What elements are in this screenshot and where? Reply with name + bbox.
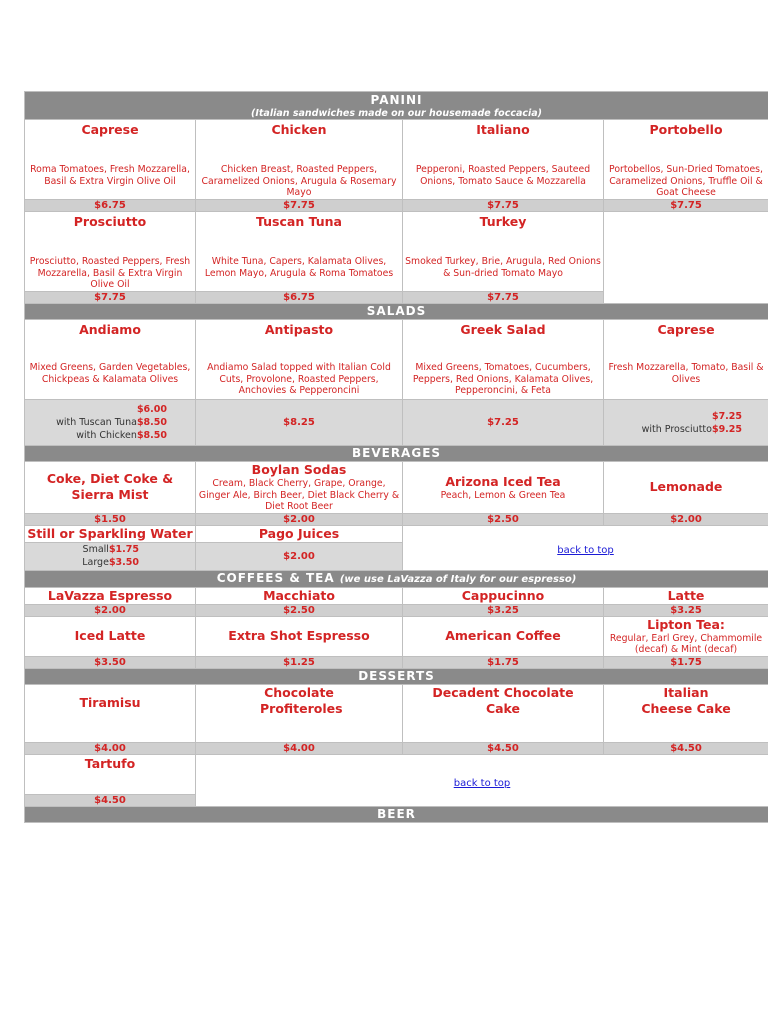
- item-price: $2.50: [196, 604, 403, 616]
- menu-item: [196, 462, 403, 514]
- item-description: Pepperoni, Roasted Peppers, Sauteed Onions, Tomato Sauce & Mozzarella: [415, 164, 591, 187]
- menu-item: [403, 462, 604, 514]
- item-name: American Coffee: [403, 616, 604, 656]
- section-title: DESSERTS: [358, 668, 435, 683]
- menu-table: [24, 91, 768, 823]
- item-price: $1.25: [196, 656, 403, 668]
- option-line: [25, 556, 195, 569]
- item-price: $7.75: [196, 200, 403, 212]
- item-description: Smoked Turkey, Brie, Arugula, Red Onions & Sun-dried Tomato Mayo: [405, 256, 601, 279]
- menu-item: [604, 320, 768, 400]
- section-header-beer: [25, 806, 768, 822]
- item-price: $7.25: [711, 410, 743, 422]
- item-description: Prosciutto, Roasted Peppers, Fresh Mozzarella, Basil & Extra Virgin Olive Oil: [29, 256, 191, 290]
- menu-item: [604, 616, 768, 656]
- item-price: $1.75: [604, 656, 768, 668]
- option-price: $8.50: [136, 430, 167, 441]
- item-name: Antipasto: [264, 322, 334, 337]
- menu-item: [25, 462, 196, 514]
- menu-item: [25, 120, 196, 200]
- item-name: Chicken: [271, 122, 327, 137]
- item-name: Extra Shot Espresso: [196, 616, 403, 656]
- option-line: [25, 416, 195, 429]
- item-name: Turkey: [479, 214, 527, 229]
- option-line: [25, 543, 195, 556]
- item-description: Chicken Breast, Roasted Peppers, Caramelized Onions, Arugula & Rosemary Mayo: [201, 164, 397, 198]
- price-line: [25, 403, 195, 416]
- item-price: $6.75: [196, 292, 403, 304]
- option-label: Large: [82, 557, 109, 568]
- item-description: Cream, Black Cherry, Grape, Orange, Ginger Ale, Birch Beer, Diet Black Cherry & Diet Root Beer: [198, 478, 400, 512]
- item-name: Macchiato: [196, 587, 403, 604]
- item-name: Lemonade: [649, 479, 723, 495]
- item-price: $7.75: [25, 292, 196, 304]
- item-name: Iced Latte: [25, 616, 196, 656]
- item-name: Coke, Diet Coke & Sierra Mist: [46, 471, 174, 503]
- section-title: COFFEES & TEA: [216, 570, 335, 585]
- item-description: Mixed Greens, Garden Vegetables, Chickpeas & Kalamata Olives: [29, 362, 191, 385]
- item-name: Italiano: [476, 122, 530, 137]
- menu-item: [25, 212, 196, 292]
- empty-cell: [604, 212, 768, 304]
- item-description: White Tuna, Capers, Kalamata Olives, Lemon Mayo, Arugula & Roma Tomatoes: [204, 256, 394, 279]
- item-price: $4.00: [196, 742, 403, 754]
- menu-item: [25, 684, 196, 742]
- item-price: $2.00: [604, 513, 768, 525]
- back-to-top-link[interactable]: back to top: [453, 777, 511, 789]
- item-price: $2.00: [196, 513, 403, 525]
- item-price: $4.50: [403, 742, 604, 754]
- item-name: Arizona Iced Tea: [445, 473, 561, 489]
- item-price: $2.00: [25, 604, 196, 616]
- option-price: $1.75: [108, 544, 139, 555]
- item-name: Prosciutto: [73, 214, 147, 229]
- price-box: [25, 400, 196, 446]
- item-description: Portobellos, Sun-Dried Tomatoes, Caramelized Onions, Truffle Oil & Goat Cheese: [609, 164, 763, 198]
- item-name: Portobello: [649, 122, 723, 137]
- option-label: with Chicken: [76, 430, 137, 441]
- item-price: $4.50: [604, 742, 768, 754]
- item-price: $4.50: [25, 794, 196, 806]
- item-name: Latte: [604, 587, 768, 604]
- section-subtitle: (we use LaVazza of Italy for our espresso): [339, 573, 577, 585]
- back-to-top-link[interactable]: back to top: [557, 545, 614, 556]
- section-header-coffees: [25, 570, 768, 587]
- price-line: [604, 410, 768, 423]
- item-name: Boylan Sodas: [251, 462, 347, 477]
- option-label: with Tuscan Tuna: [56, 417, 137, 428]
- item-price: $1.50: [25, 513, 196, 525]
- back-to-top-cell: [403, 525, 768, 570]
- item-name: Italian Cheese Cake: [641, 684, 731, 716]
- menu-item: [25, 754, 196, 794]
- item-price: $3.25: [403, 604, 604, 616]
- item-price: $1.75: [403, 656, 604, 668]
- menu-item: [403, 684, 604, 742]
- option-line: [604, 423, 768, 436]
- item-price: $7.75: [403, 200, 604, 212]
- menu-item: [196, 320, 403, 400]
- section-header-panini: [25, 92, 768, 120]
- item-name: Decadent Chocolate Cake: [432, 684, 574, 716]
- item-price: $7.25: [403, 400, 604, 446]
- section-title: BEER: [377, 806, 416, 821]
- section-header-salads: [25, 304, 768, 320]
- item-name: Greek Salad: [460, 322, 546, 337]
- section-header-desserts: [25, 668, 768, 684]
- item-price: $2.50: [403, 513, 604, 525]
- section-title: PANINI: [370, 92, 423, 107]
- item-price: $8.25: [196, 400, 403, 446]
- menu-item: [25, 525, 196, 542]
- menu-item: [196, 212, 403, 292]
- item-price: $4.00: [25, 742, 196, 754]
- item-name: Still or Sparkling Water: [27, 525, 193, 541]
- item-name: Cappucinno: [403, 587, 604, 604]
- section-title: SALADS: [366, 304, 427, 318]
- menu-item: [604, 462, 768, 514]
- item-name: Tartufo: [84, 755, 136, 771]
- item-description: Roma Tomatoes, Fresh Mozzarella, Basil & Extra Virgin Olive Oil: [30, 164, 190, 187]
- menu-item: [403, 120, 604, 200]
- item-name: Tuscan Tuna: [256, 214, 342, 229]
- item-name: Caprese: [657, 322, 715, 337]
- item-name: Chocolate Profiteroles: [260, 684, 343, 716]
- item-name: Pago Juices: [258, 525, 340, 541]
- section-subtitle: (Italian sandwiches made on our housemade foccacia): [251, 107, 543, 119]
- menu-item: [196, 684, 403, 742]
- item-description: Mixed Greens, Tomatoes, Cucumbers, Peppers, Red Onions, Kalamata Olives, Pepperoncini, & Feta: [412, 362, 594, 396]
- item-price: $3.25: [604, 604, 768, 616]
- item-price: $6.00: [136, 404, 167, 415]
- price-box: [604, 400, 768, 446]
- item-price: $7.75: [403, 292, 604, 304]
- option-price: $8.50: [136, 417, 167, 428]
- menu-item: [403, 320, 604, 400]
- menu-item: [196, 525, 403, 542]
- option-label: Small: [82, 544, 109, 555]
- option-label: with Prosciutto: [641, 423, 712, 435]
- item-description: Peach, Lemon & Green Tea: [440, 489, 566, 501]
- item-name: LaVazza Espresso: [25, 587, 196, 604]
- option-price: $9.25: [711, 423, 743, 435]
- section-title: BEVERAGES: [351, 446, 442, 460]
- item-description: Andiamo Salad topped with Italian Cold Cuts, Provolone, Roasted Peppers, Anchovies & Pepperoncini: [207, 362, 391, 396]
- item-price: $6.75: [25, 200, 196, 212]
- item-price: $3.50: [25, 656, 196, 668]
- back-to-top-cell: [196, 754, 768, 806]
- menu-item: [604, 120, 768, 200]
- option-line: [25, 429, 195, 442]
- menu-item: [196, 120, 403, 200]
- section-header-beverages: [25, 446, 768, 462]
- item-name: Lipton Tea:: [647, 616, 725, 632]
- item-price: $7.75: [604, 200, 768, 212]
- item-name: Andiamo: [79, 322, 141, 337]
- item-description: Regular, Earl Grey, Chammomile (decaf) & Mint (decaf): [609, 632, 763, 655]
- menu-item: [604, 684, 768, 742]
- item-name: Caprese: [81, 122, 139, 137]
- price-box: [25, 542, 196, 570]
- item-price: $2.00: [196, 542, 403, 570]
- item-name: Tiramisu: [79, 694, 141, 710]
- item-description: Fresh Mozzarella, Tomato, Basil & Olives: [608, 362, 764, 385]
- menu-item: [25, 320, 196, 400]
- option-price: $3.50: [108, 557, 139, 568]
- menu-item: [403, 212, 604, 292]
